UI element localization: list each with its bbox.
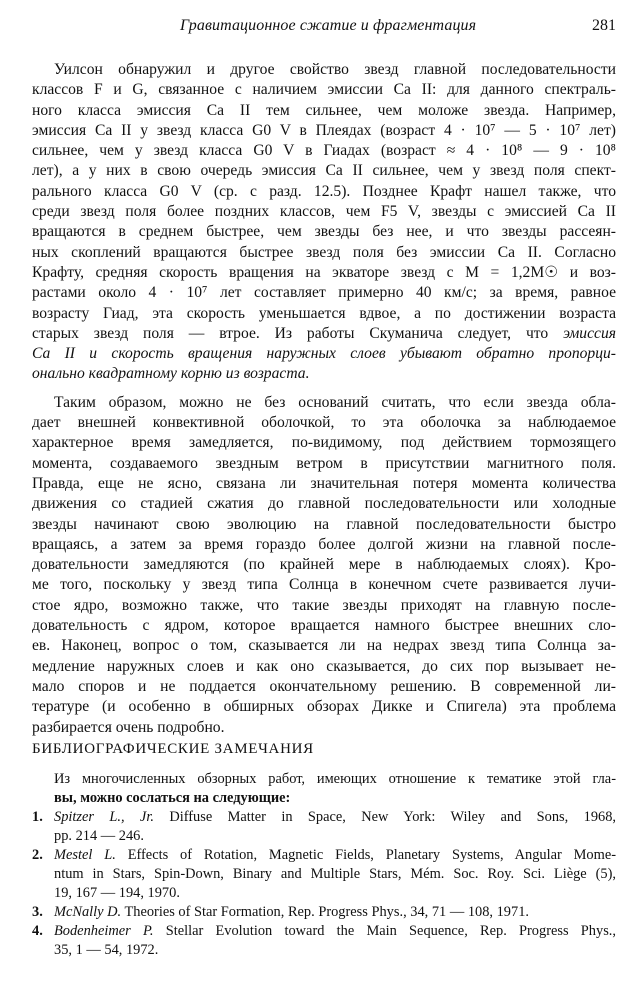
italic-line: Са II и скорость вращения наружных слоев убывают обратно пропорци- — [32, 345, 616, 363]
italic-phrase: эмиссия — [563, 324, 616, 342]
text-line: растами около 4 · 10⁷ лет составляет примерно 40 км/с; за время, равное — [32, 284, 616, 302]
text-line: эмиссия Са II у звезд класса G0 V в Плеядах (возраст 4 · 10⁷ — 5 · 10⁷ лет) — [32, 121, 616, 139]
reference-author: McNally D. — [54, 904, 122, 920]
text-line-start: старых звезд поля — втрое. Из работы Скуманича следует, что — [32, 324, 549, 342]
text-line: мало споров и не поддается окончательному решению. В современной ли- — [32, 677, 616, 695]
text-line: дает внешней конвективной оболочкой, то эта оболочка за наблюдаемое — [32, 414, 616, 432]
text-line: среди звезд поля более поздних классов, чем F5 V, звезды с эмиссией Са II — [32, 203, 616, 221]
reference-item — [32, 922, 616, 960]
text-line: ных скоплений вращаются быстрее звезд поля без эмиссии Са II. Согласно — [32, 243, 616, 261]
text-line: звезды начинают свою эволюцию на главной последовательности быстро — [32, 515, 616, 533]
reference-text: Diffuse Matter in Space, New York: Wiley and Sons, 1968, — [153, 809, 617, 825]
notes-intro — [32, 770, 616, 808]
reference-item — [32, 903, 616, 922]
reference-number: 3. — [32, 904, 43, 920]
reference-line: 35, 1 — 54, 1972. — [54, 942, 159, 958]
page-number: 281 — [592, 17, 616, 34]
reference-line: pp. 214 — 246. — [54, 828, 144, 844]
text-line: довательность с ядром, которое вращается намного быстрее внешних сло- — [32, 617, 616, 635]
text-line: вращаясь, а затем за время гораздо более долгой жизни на главной после- — [32, 535, 616, 553]
text-line: вы, можно сослаться на следующие: — [54, 790, 291, 806]
text-line: стое ядро, возможно также, что такие звезды приходят на главную после- — [32, 596, 616, 614]
running-head — [30, 17, 616, 41]
text-line: медление наружных слоев и как оно сказывается, до сих пор вызывает не- — [32, 657, 616, 675]
text-line: вращаются в среднем быстрее, чем звезды без нее, и что звезды рассеян- — [32, 223, 616, 241]
bibliographic-notes — [32, 770, 616, 960]
reference-number: 4. — [32, 923, 43, 939]
paragraph-rotation-ca-emission — [32, 60, 616, 385]
text-line: классов F и G, связанное с наличием эмиссии Са II: для данного спектраль- — [32, 81, 616, 99]
paragraph-conclusion — [32, 393, 616, 738]
running-title: Гравитационное сжатие и фрагментация — [180, 17, 477, 34]
reference-text: Theories of Star Formation, Rep. Progress Phys., 34, 71 — 108, 1971. — [121, 904, 529, 920]
text-line: возрасту Гиад, эта скорость уменьшается вдвое, а по достижении возраста — [32, 304, 616, 322]
reference-author: Bodenheimer P. — [54, 923, 154, 939]
text-line: Из многочисленных обзорных работ, имеющих отношение к тематике этой гла- — [54, 771, 616, 787]
text-line: рального класса G0 V (ср. с разд. 12.5). Позднее Крафт нашел также, что — [32, 182, 616, 200]
reference-line — [54, 903, 616, 922]
text-line: движения со стадией сжатия до главной последовательности или холодные — [32, 495, 616, 513]
reference-line: 19, 167 — 194, 1970. — [54, 885, 180, 901]
reference-item — [32, 846, 616, 903]
italic-line: онально квадратному корню из возраста. — [32, 365, 310, 383]
body-text — [32, 60, 616, 746]
text-line: сильнее, чем у звезд класса G0 V в Гиадах (возраст ≈ 4 · 10⁸ — 9 · 10⁸ — [32, 142, 616, 160]
text-line: ного класса эмиссия Са II тем сильнее, чем моложе звезда. Например, — [32, 101, 616, 119]
text-line: характерное время замедляется, по-видимому, под действием тормозящего — [32, 434, 616, 452]
text-line: ме того, поскольку у звезд типа Солнца в конечном счете развивается лучи- — [32, 576, 616, 594]
reference-item — [32, 808, 616, 846]
text-line: лет), а у них в свою очередь эмиссия Са II сильнее, чем у звезд поля спект- — [32, 162, 616, 180]
reference-text: Stellar Evolution toward the Main Sequence, Rep. Progress Phys., — [153, 923, 616, 939]
reference-author: Spitzer L., Jr. — [54, 809, 154, 825]
text-line — [32, 324, 616, 344]
reference-line — [54, 846, 616, 865]
reference-number: 2. — [32, 847, 43, 863]
text-line: тературе (и особенно в обширных обзорах Дикке и Спигела) эта проблема — [32, 698, 616, 716]
reference-author: Mestel L. — [54, 847, 116, 863]
text-line: Правда, еще не ясно, связана ли значительная потеря момента количества — [32, 474, 616, 492]
reference-line — [54, 808, 616, 827]
reference-text: Effects of Rotation, Magnetic Fields, Planetary Systems, Angular Mome- — [115, 847, 616, 863]
text-line: ев. Наконец, вопрос о том, сказывается ли на недрах звезд типа Солнца за- — [32, 637, 616, 655]
reference-line: ntum in Stars, Spin-Down, Binary and Multiple Stars, Mém. Soc. Roy. Sci. Liège (5), — [54, 866, 616, 882]
text-line: разбирается очень подробно. — [32, 718, 225, 736]
section-heading: БИБЛИОГРАФИЧЕСКИЕ ЗАМЕЧАНИЯ — [32, 741, 314, 757]
reference-line — [54, 922, 616, 941]
text-line: Таким образом, можно не без оснований считать, что если звезда обла- — [54, 393, 616, 411]
text-line: момента, создаваемого звездным ветром в присутствии магнитного поля. — [32, 454, 616, 472]
reference-number: 1. — [32, 809, 43, 825]
text-line: Уилсон обнаружил и другое свойство звезд главной последовательности — [54, 61, 616, 78]
text-line: Крафту, средняя скорость вращения на экваторе звезд с M = 1,2M☉ и воз- — [32, 263, 616, 281]
text-line: довательности замедляются (по крайней мере в наблюдаемых слоях). Кро- — [32, 556, 616, 574]
